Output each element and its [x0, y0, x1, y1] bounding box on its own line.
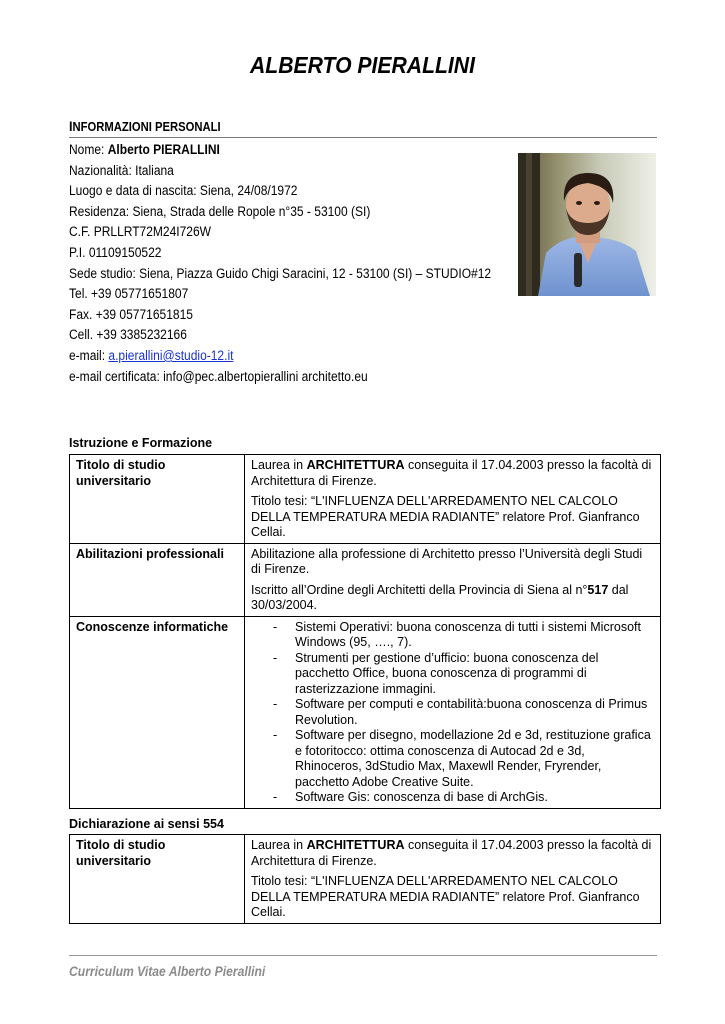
name-line: Nome: Alberto PIERALLINI — [69, 142, 220, 157]
row-label: Abilitazioni professionali — [70, 543, 245, 616]
row-label: Conoscenze informatiche — [70, 616, 245, 808]
cell-line: Cell. +39 3385232166 — [69, 327, 187, 343]
personal-info-block — [69, 140, 492, 387]
row-label: Titolo di studio universitario — [70, 455, 245, 544]
education-table — [69, 454, 661, 809]
cf-line: C.F. PRLLRT72M24I726W — [69, 224, 212, 240]
row-label: Titolo di studio universitario — [70, 835, 245, 924]
birth-line: Luogo e data di nascita: Siena, 24/08/1972 — [69, 183, 298, 199]
footer-divider — [69, 955, 657, 956]
table-row — [70, 543, 661, 616]
name-value: Alberto PIERALLINI — [107, 142, 220, 157]
row-content: Laurea in ARCHITETTURA conseguita il 17.04.2003 presso la facoltà di Architettura di Firenze. Titolo tesi: “L'INFLUENZA DELL'ARREDAMENTO NEL CALCOLO DELLA TEMPERATURA MEDIA RADIANTE” relatore Prof. Gianfranco Cellai. — [245, 455, 661, 544]
heading-divider — [69, 137, 657, 138]
table-row — [70, 616, 661, 808]
email-link[interactable]: a.pierallini@studio-12.it — [108, 347, 234, 363]
skills-list — [251, 620, 654, 806]
document-title: ALBERTO PIERALLINI — [250, 52, 475, 78]
table-row — [70, 835, 661, 924]
nationality-line: Nazionalità: Italiana — [69, 162, 174, 178]
personal-info-heading: INFORMAZIONI PERSONALI — [69, 118, 221, 134]
piva-line: P.I. 01109150522 — [69, 244, 162, 260]
table-row — [70, 455, 661, 544]
residence-line: Residenza: Siena, Strada delle Ropole n°35 - 53100 (SI) — [69, 203, 371, 219]
fax-line: Fax. +39 05771651815 — [69, 306, 193, 322]
education-heading: Istruzione e Formazione — [69, 436, 213, 450]
list-item: - Software per computi e contabilità:buona conoscenza di Primus Revolution. — [295, 697, 654, 728]
row-content — [245, 616, 661, 808]
list-item: - Software Gis: conoscenza di base di ArchGis. — [295, 790, 654, 806]
tel-line: Tel. +39 05771651807 — [69, 286, 189, 302]
page-footer: Curriculum Vitae Alberto Pierallini — [69, 964, 266, 979]
list-item: - Sistemi Operativi: buona conoscenza di tutti i sistemi Microsoft Windows (95, …., 7). — [295, 620, 654, 651]
studio-line: Sede studio: Siena, Piazza Guido Chigi Saracini, 12 - 53100 (SI) – STUDIO#12 — [69, 265, 492, 281]
portrait-photo — [518, 153, 656, 296]
email-line: e-mail: a.pierallini@studio-12.it — [69, 347, 234, 363]
pec-line: e-mail certificata: info@pec.albertopierallini architetto.eu — [69, 368, 368, 384]
row-content: Laurea in ARCHITETTURA conseguita il 17.04.2003 presso la facoltà di Architettura di Firenze. Titolo tesi: “L'INFLUENZA DELL'ARREDAMENTO NEL CALCOLO DELLA TEMPERATURA MEDIA RADIANTE” relatore Prof. Gianfranco Cellai. — [245, 835, 661, 924]
list-item: - Strumenti per gestione d’ufficio: buona conoscenza del pacchetto Office, buona conoscenza di programmi di rasterizzazione immagini. — [295, 651, 654, 698]
declaration-table — [69, 834, 661, 924]
list-item: - Software per disegno, modellazione 2d e 3d, restituzione grafica e fotoritocco: ottima conoscenza di Autocad 2d e 3d, Rhinoceros, 3dStudio Max, Maxewll Render, Fryrender, pacchetto Adobe Creative Suite. — [295, 728, 654, 790]
declaration-heading: Dichiarazione ai sensi 554 — [69, 817, 224, 831]
row-content: Abilitazione alla professione di Architetto presso l’Università degli Studi di Firenze. Iscritto all’Ordine degli Architetti della Provincia di Siena al n°517 dal 30/03/2004. — [245, 543, 661, 616]
